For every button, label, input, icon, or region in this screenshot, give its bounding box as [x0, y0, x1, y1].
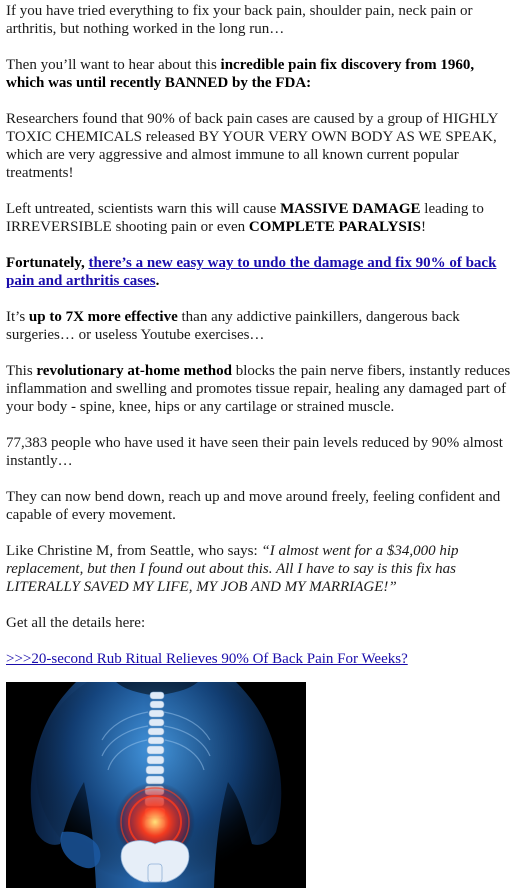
fortunately-period: . [155, 273, 160, 289]
fortunately-bold: Fortunately, [6, 255, 89, 271]
effective-post: than any addictive painkillers, dangerous back surgeries… or useless Youtube exercises… [6, 309, 460, 343]
researchers-text: Researchers found that 90% of back pain cases are caused by a group of HIGHLY TOXIC CHEMICALS released BY YOUR VERY OWN BODY AS WE SPEAK, which are very aggressive and almost immune to all known current popular treatments! [6, 111, 498, 181]
paragraph-freedom [6, 488, 511, 524]
spine-xray-icon [6, 682, 306, 888]
intro-text: If you have tried everything to fix your back pain, shoulder pain, neck pain or arthritis, but nothing worked in the long run… [6, 3, 473, 37]
hero-image[interactable] [6, 682, 306, 888]
paragraph-fortunately [6, 254, 511, 290]
paragraph-effective [6, 308, 511, 344]
method-post: blocks the pain nerve fibers, instantly reduces inflammation and swelling and promotes tissue repair, healing any damaged part of your body - spine, knee, hips or any cartilage or strained muscle. [6, 363, 511, 415]
paragraph-method [6, 362, 511, 416]
method-lead: This [6, 363, 37, 379]
testimonial-lead: Like Christine M, from Seattle, who says: [6, 543, 262, 559]
discovery-bold: incredible pain fix discovery from 1960, which was until recently BANNED by the FDA: [6, 57, 475, 91]
paragraph-details [6, 614, 511, 632]
paragraph-warning [6, 200, 511, 236]
warning-lead: Left untreated, scientists warn this will cause [6, 201, 281, 217]
effective-lead: It’s [6, 309, 29, 325]
warning-mid: leading to IRREVERSIBLE shooting pain or even [6, 201, 484, 235]
discovery-lead: Then you’ll want to hear about this [6, 57, 221, 73]
warning-bold-paralysis: COMPLETE PARALYSIS [248, 219, 422, 235]
paragraph-testimonial [6, 542, 511, 596]
warning-bold-damage: MASSIVE DAMAGE [280, 201, 421, 217]
cta-link[interactable]: >>>20-second Rub Ritual Relieves 90% Of Back Pain For Weeks? [6, 651, 408, 667]
details-text: Get all the details here: [6, 615, 146, 631]
paragraph-discovery [6, 56, 511, 92]
paragraph-researchers [6, 110, 511, 182]
paragraph-people [6, 434, 511, 470]
paragraph-cta [6, 650, 511, 668]
paragraph-intro [6, 2, 511, 38]
warning-end: ! [421, 219, 427, 235]
freedom-text: They can now bend down, reach up and move around freely, feeling confident and capable of every movement. [6, 489, 501, 523]
people-text: 77,383 people who have used it have seen their pain levels reduced by 90% almost instantly… [6, 435, 503, 469]
method-bold: revolutionary at-home method [36, 363, 232, 379]
effective-bold: up to 7X more effective [28, 309, 178, 325]
new-way-link[interactable]: there’s a new easy way to undo the damage and fix 90% of back pain and arthritis cases [6, 255, 497, 289]
testimonial-quote: “I almost went for a $34,000 hip replacement, but then I found out about this. All I have to say is this fix has LITERALLY SAVED MY LIFE, MY JOB AND MY MARRIAGE!” [6, 543, 459, 595]
